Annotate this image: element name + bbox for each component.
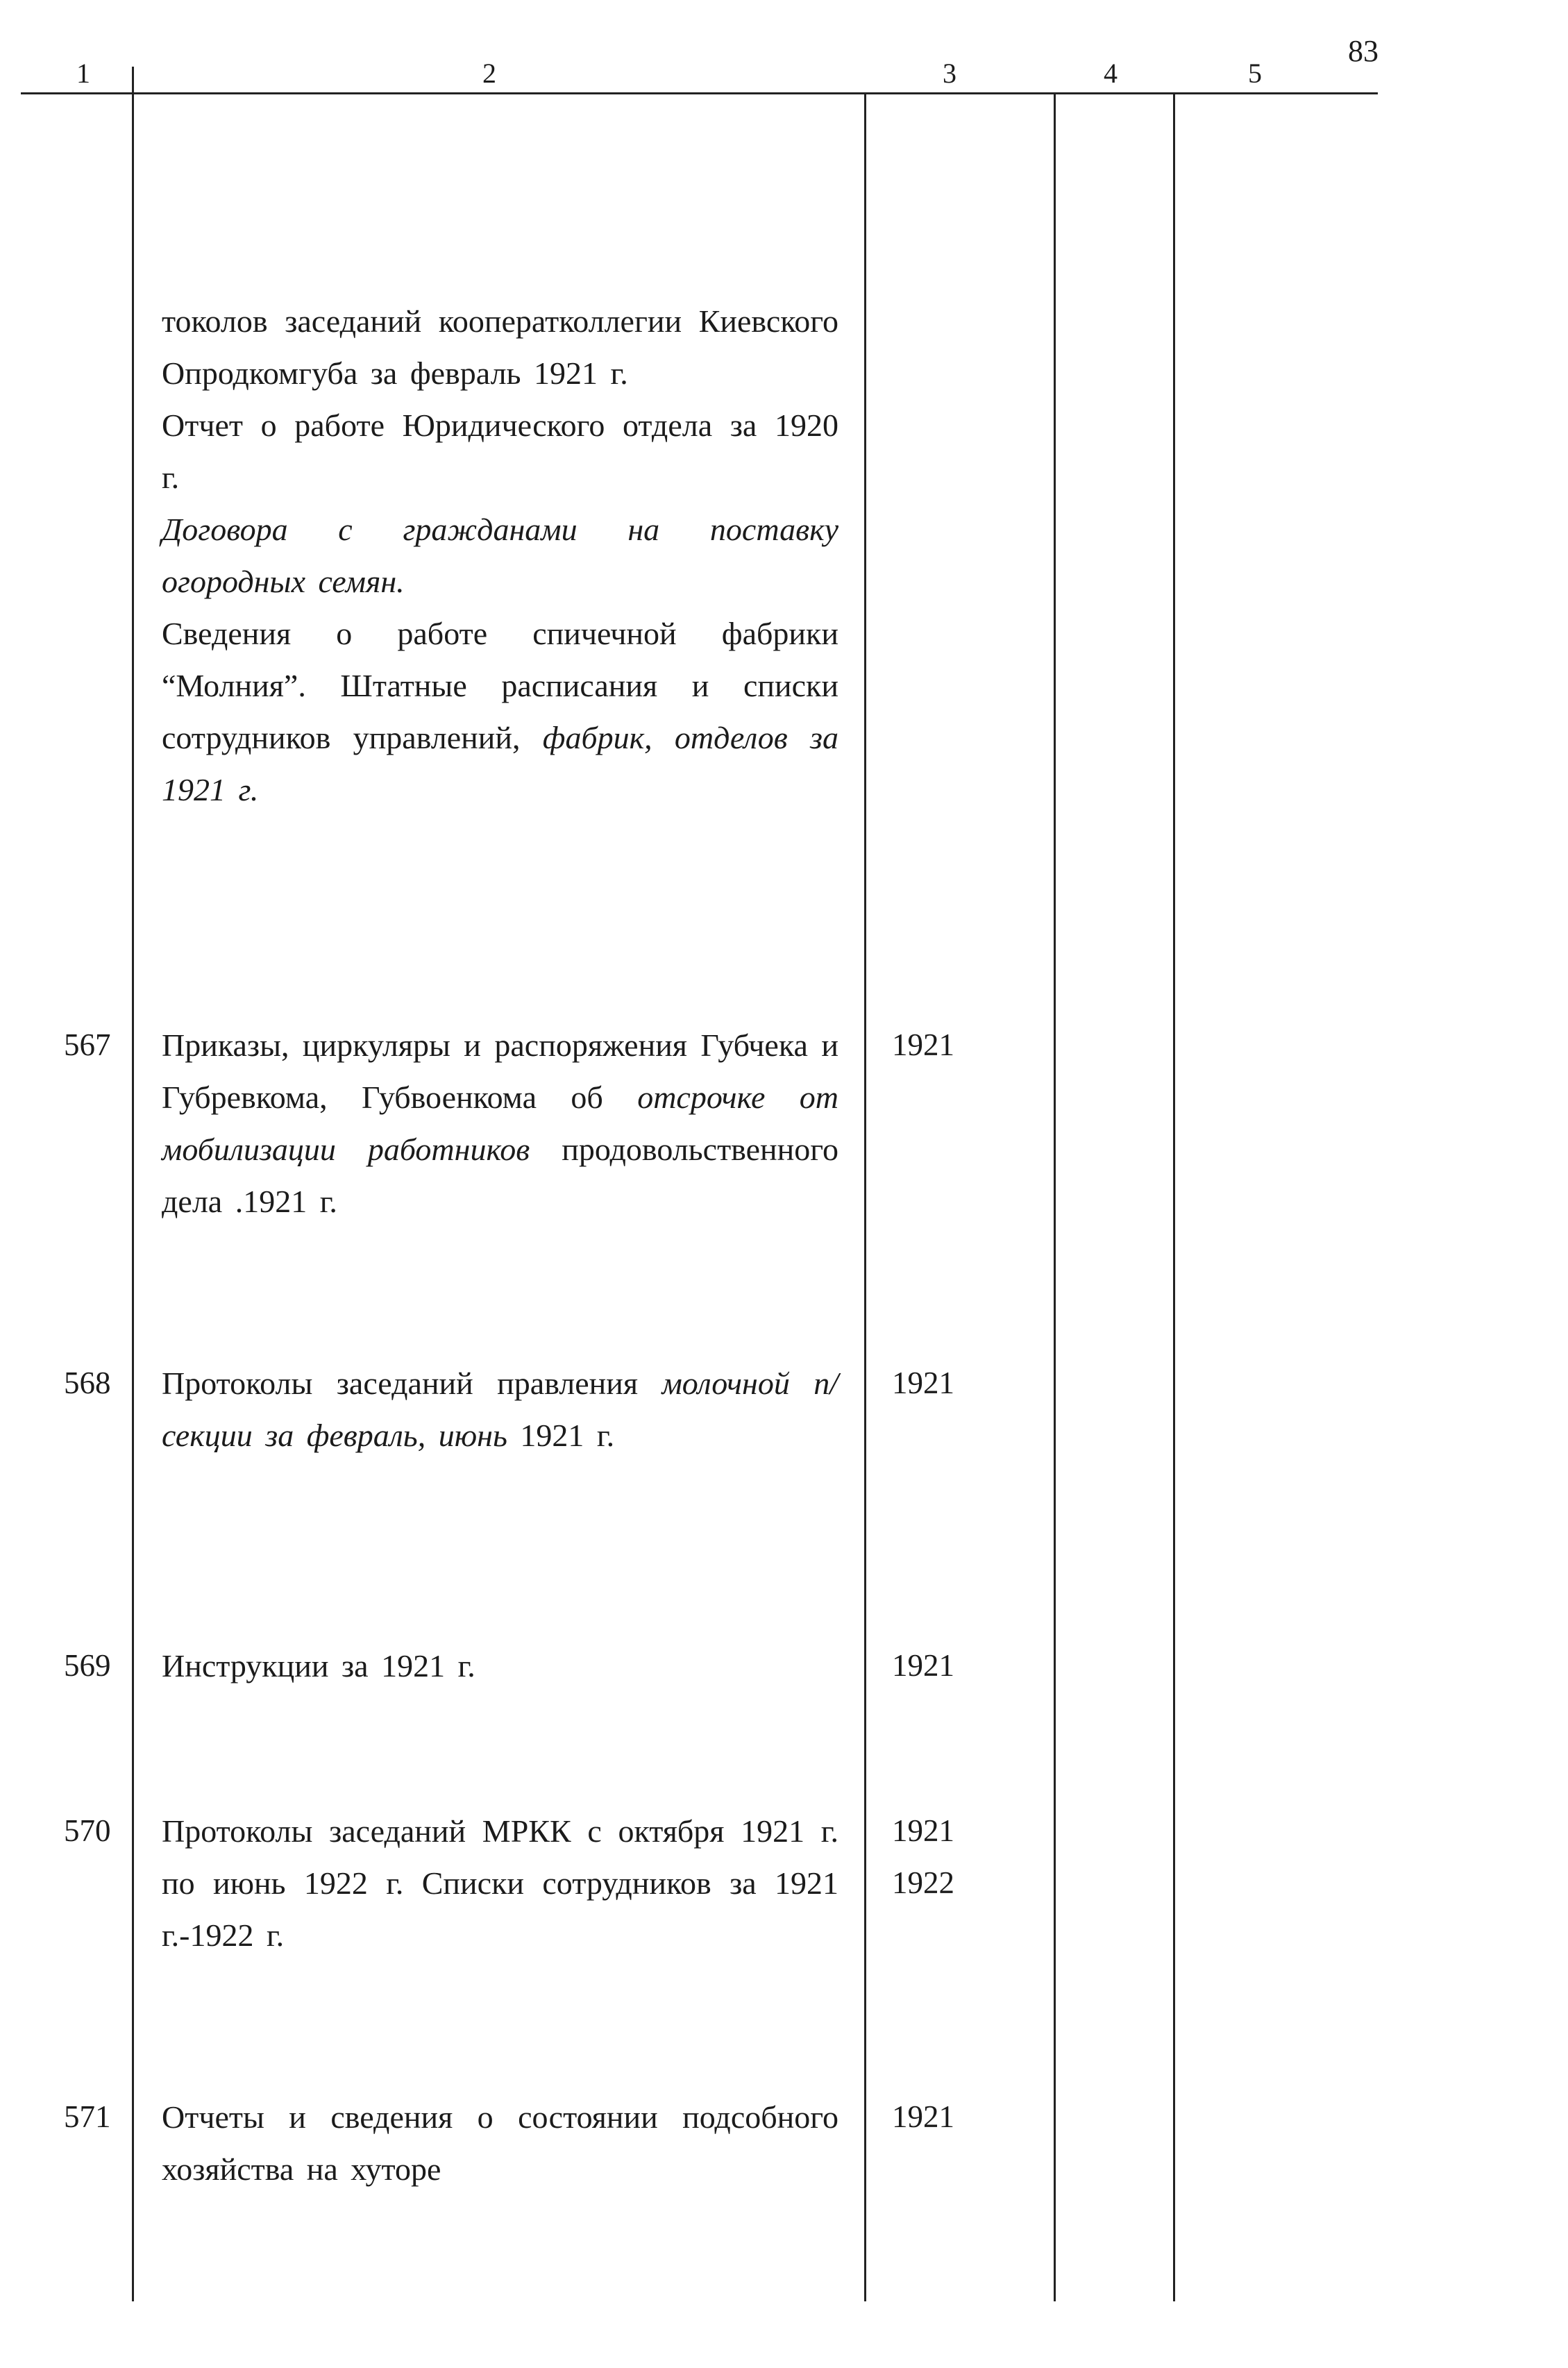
description-paragraph: Инструкции за 1921 г. [162,1648,475,1683]
description-paragraph: Отчет о работе Юридического отдела за 1920 г. [162,408,838,495]
table-column-divider [132,67,134,2301]
year-value: 1921 [892,1366,954,1400]
description-paragraph: Сведения о работе спичечной фабрики “Молния”. Штатные расписания и списки сотрудников управлений, фабрик, отделов за 1921 г. [162,616,839,807]
year-value: 1922 [892,1865,954,1900]
record-description [162,1019,838,1227]
record-number: 569 [64,1648,111,1683]
record-description [162,1357,838,1461]
record-description [162,1805,838,1961]
table-column-divider [864,94,866,2301]
description-paragraph: Протоколы заседаний правления молочной п/секции за февраль, июнь 1921 г. [162,1366,839,1453]
description-paragraph: Приказы, циркуляры и распоряжения Губчека и Губревкома, Губвоенкома об отсрочке от мобилизации работников продовольственного дела .1921 г. [162,1027,838,1219]
record-number: 567 [64,1027,111,1062]
description-paragraph: токолов заседаний кооператколлегии Киевского Опродкомгуба за февраль 1921 г. [162,303,838,391]
column-header-2: 2 [482,58,496,89]
description-paragraph: Протоколы заседаний МРКК с октября 1921 г. по июнь 1922 г. Списки сотрудников за 1921 г.-1922 г. [162,1813,838,1953]
record-number: 570 [64,1813,111,1848]
column-header-3: 3 [943,58,956,89]
record-years [892,1019,1017,1071]
table-column-divider [1054,94,1056,2301]
record-number: 568 [64,1366,111,1400]
column-header-4: 4 [1104,58,1118,89]
record-description [162,2091,838,2195]
record-description [162,295,838,816]
table-column-divider [1173,94,1175,2301]
year-value: 1921 [892,1648,954,1683]
page-number: 83 [1348,34,1379,68]
record-years [892,1805,1017,1909]
record-years [892,2091,1017,2143]
record-years [892,1640,1017,1692]
description-paragraph: Договора с гражданами на поставку огородных семян. [162,512,838,599]
column-header-5: 5 [1248,58,1262,89]
record-number: 571 [64,2099,111,2134]
year-value: 1921 [892,1813,954,1848]
record-years [892,1357,1017,1409]
description-paragraph: Отчеты и сведения о состоянии подсобного хозяйства на хуторе [162,2099,838,2187]
year-value: 1921 [892,2099,954,2134]
record-description [162,1640,838,1692]
year-value: 1921 [892,1027,954,1062]
column-header-1: 1 [76,58,90,89]
